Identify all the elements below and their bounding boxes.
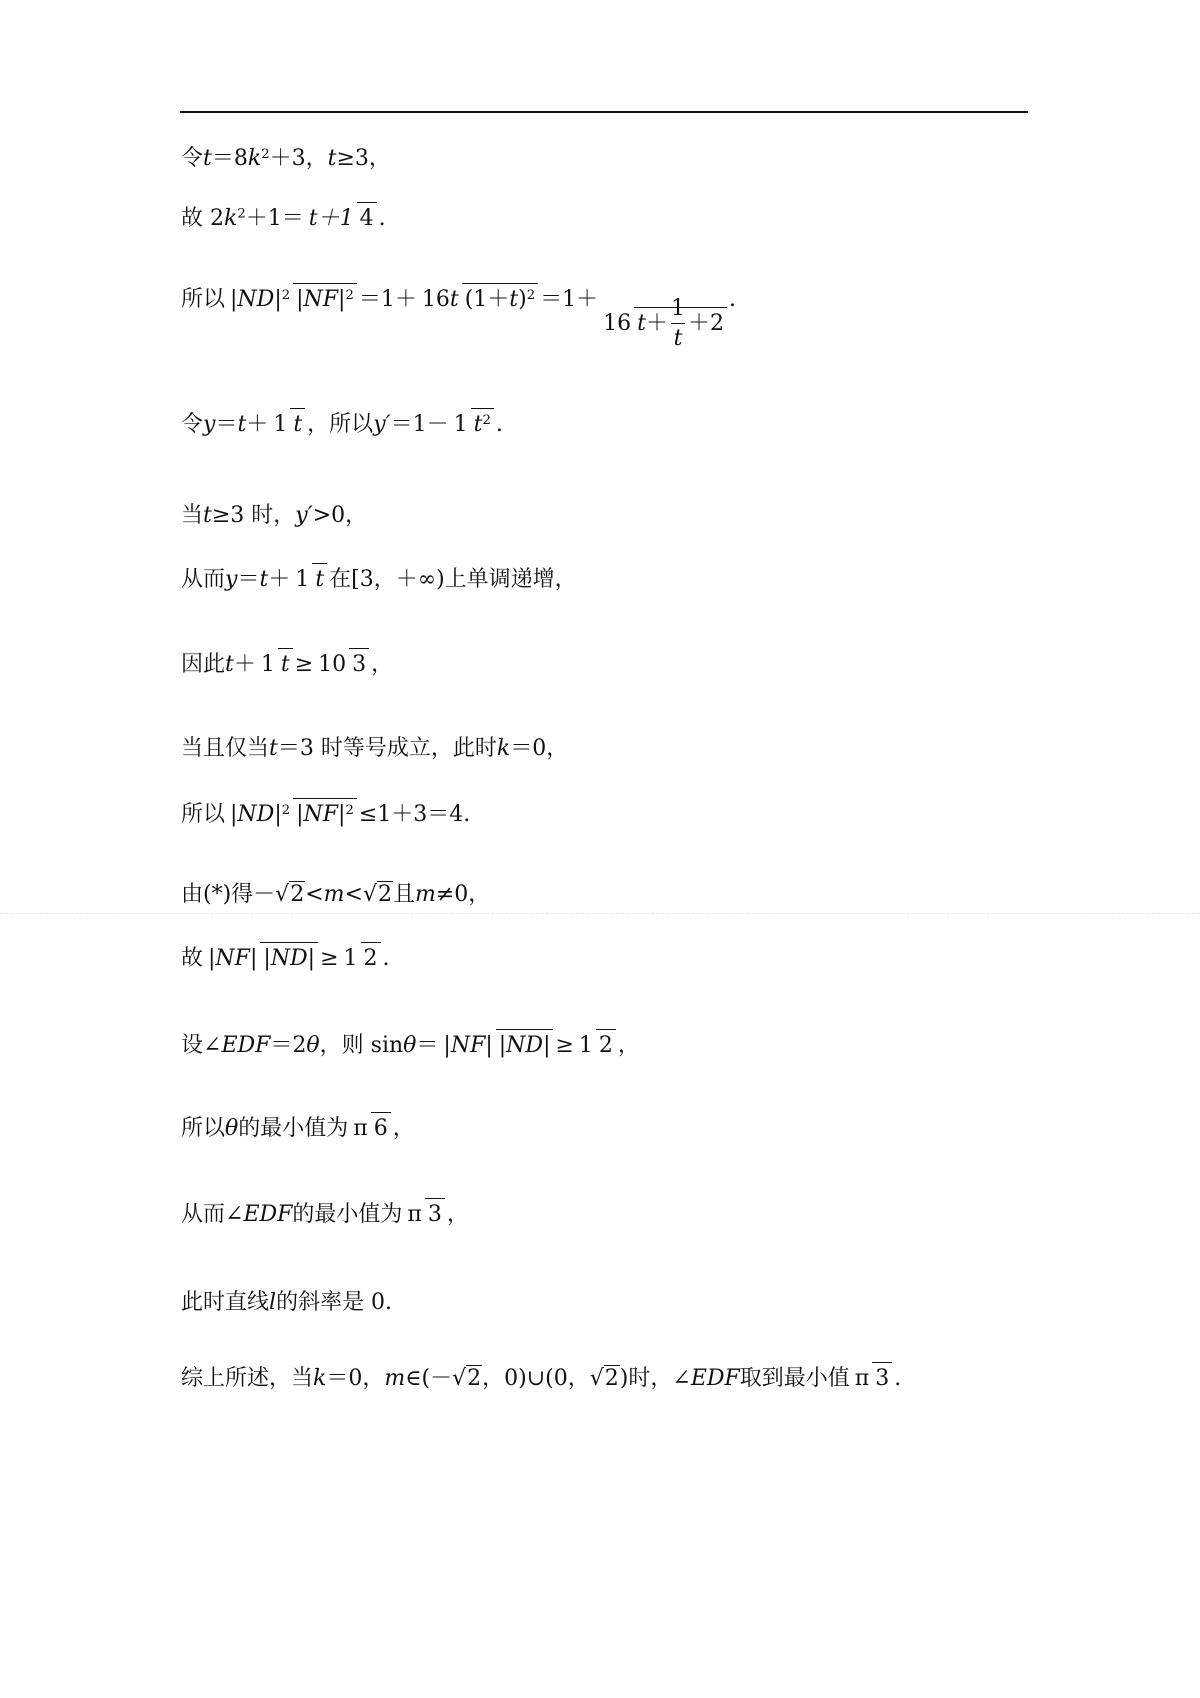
fraction bbox=[576, 1034, 616, 1057]
math-line bbox=[181, 1034, 640, 1057]
fraction bbox=[404, 1203, 444, 1226]
math-text: 在[3，＋∞)上单调递增， bbox=[329, 566, 577, 592]
math-text: 从而 bbox=[181, 566, 226, 592]
math-text: k bbox=[313, 1365, 327, 1391]
math-line bbox=[181, 1367, 901, 1390]
math-text: 1 bbox=[273, 412, 288, 437]
math-text: . bbox=[728, 286, 736, 312]
math-text: 1 bbox=[295, 567, 310, 592]
math-text: t bbox=[509, 287, 519, 312]
math-text: ＝0， bbox=[510, 736, 569, 761]
math-text: 令 bbox=[181, 411, 204, 437]
fraction bbox=[419, 288, 538, 311]
math-text: ＝8 bbox=[211, 146, 248, 171]
math-text: ， bbox=[446, 1201, 469, 1227]
fraction bbox=[270, 413, 305, 436]
math-text: 的斜率是 0. bbox=[276, 1290, 393, 1315]
math-text: 当 bbox=[181, 503, 204, 528]
math-text: ＝ bbox=[237, 566, 260, 592]
math-text: |NF| bbox=[296, 287, 346, 312]
math-text: ，0)∪(0， bbox=[482, 1365, 590, 1391]
math-text: ＋ bbox=[233, 651, 256, 677]
math-text: |ND| bbox=[230, 802, 282, 827]
math-text: 故 2 bbox=[181, 205, 224, 231]
math-text: 且 bbox=[392, 882, 415, 907]
math-text: 2 bbox=[361, 942, 381, 971]
math-text: 16 bbox=[603, 310, 632, 336]
math-text: t bbox=[269, 736, 278, 761]
math-text: 10 bbox=[318, 652, 347, 677]
math-text: 2 bbox=[482, 412, 491, 428]
math-text: ≤1＋3＝4. bbox=[358, 801, 471, 827]
math-text: ＝2 bbox=[270, 1032, 307, 1058]
fraction bbox=[440, 1034, 553, 1057]
sqrt: √2 bbox=[589, 1365, 619, 1391]
math-text: (1＋ bbox=[464, 287, 510, 312]
math-text: ， bbox=[392, 1115, 415, 1141]
fraction bbox=[306, 207, 377, 230]
math-line bbox=[181, 148, 391, 170]
math-text: m bbox=[323, 882, 345, 907]
math-text: 综上所述，当 bbox=[181, 1365, 314, 1391]
math-text: y bbox=[203, 411, 216, 437]
math-text: 2 bbox=[345, 802, 354, 818]
math-text: 3 bbox=[425, 1198, 445, 1227]
fraction bbox=[668, 297, 688, 350]
math-text: 2 bbox=[261, 146, 270, 162]
math-text: ＝ bbox=[215, 411, 238, 437]
math-text: ≥ bbox=[320, 945, 339, 971]
page-break-line bbox=[0, 913, 1200, 914]
math-text: 的最小值为 bbox=[238, 1115, 349, 1141]
math-text: |NF| bbox=[208, 946, 258, 971]
math-text: 故 bbox=[181, 945, 204, 971]
math-text: t bbox=[312, 563, 327, 592]
math-text: ＝1－ bbox=[390, 411, 449, 437]
math-text: y′ bbox=[373, 411, 391, 437]
math-text: 1 bbox=[343, 946, 358, 971]
math-text: . bbox=[495, 411, 503, 437]
math-text: 2 bbox=[604, 1365, 619, 1391]
math-text: ， bbox=[371, 651, 394, 677]
math-text: 所以 bbox=[181, 286, 226, 312]
fraction bbox=[341, 947, 381, 970]
math-text: 令 bbox=[181, 146, 204, 171]
sqrt: √2 bbox=[452, 1365, 482, 1391]
math-text: ＝0， bbox=[326, 1365, 385, 1391]
math-text: π bbox=[407, 1202, 422, 1227]
fraction bbox=[451, 413, 494, 436]
math-text: 1 bbox=[578, 1033, 593, 1058]
math-text: 此时直线 bbox=[181, 1290, 270, 1315]
math-text: 6 bbox=[371, 1112, 391, 1141]
math-text: )时，∠ bbox=[619, 1365, 691, 1391]
math-line bbox=[181, 653, 393, 676]
math-text: k bbox=[224, 205, 238, 231]
fraction bbox=[600, 297, 727, 350]
math-text: ＋2 bbox=[687, 310, 724, 336]
math-text: 16 bbox=[421, 287, 450, 312]
math-text: θ bbox=[225, 1115, 239, 1141]
math-line bbox=[181, 738, 568, 760]
math-text: θ bbox=[306, 1032, 320, 1058]
math-text: m bbox=[415, 882, 436, 907]
math-text: ＝1＋ bbox=[540, 286, 599, 312]
math-text: 2 bbox=[345, 287, 354, 303]
math-text: 3 bbox=[872, 1362, 892, 1391]
math-text: 所以 bbox=[181, 801, 226, 827]
math-text: 2 bbox=[467, 1365, 482, 1391]
math-text: ≥ bbox=[294, 651, 314, 677]
math-text: ≥3 时， bbox=[211, 503, 296, 528]
math-text: l bbox=[269, 1290, 277, 1315]
math-text: EDF bbox=[690, 1365, 740, 1391]
math-text: >0， bbox=[312, 503, 368, 528]
math-line bbox=[181, 1203, 469, 1226]
math-text: k bbox=[496, 736, 511, 761]
fraction bbox=[205, 947, 318, 970]
math-text: 的最小值为 bbox=[292, 1201, 403, 1227]
math-text: ≥ bbox=[555, 1032, 574, 1058]
math-text: 所以 bbox=[181, 1115, 226, 1141]
math-text: ＋ bbox=[645, 310, 668, 336]
math-text: π bbox=[854, 1366, 870, 1391]
math-text: ， bbox=[617, 1032, 640, 1058]
math-text: t bbox=[473, 412, 483, 437]
math-text: t bbox=[259, 566, 269, 592]
math-text: 2 bbox=[526, 287, 536, 303]
math-text: t bbox=[290, 408, 305, 437]
math-text: ) bbox=[518, 287, 527, 312]
math-line bbox=[181, 884, 490, 906]
fraction bbox=[227, 803, 357, 826]
sqrt: √2 bbox=[362, 882, 392, 907]
math-text: 1 bbox=[453, 412, 468, 437]
math-text: ，则 sin bbox=[319, 1032, 404, 1058]
math-text: 由(*)得－ bbox=[181, 882, 276, 907]
math-line bbox=[181, 288, 736, 350]
math-text: t bbox=[671, 323, 686, 350]
math-text: 4 bbox=[357, 202, 377, 231]
math-text: y′ bbox=[295, 503, 313, 528]
fraction bbox=[227, 288, 357, 311]
math-text: 2 bbox=[596, 1029, 616, 1058]
math-text: θ bbox=[403, 1032, 417, 1058]
math-text: t bbox=[225, 651, 234, 677]
math-text: t bbox=[278, 648, 293, 677]
math-line bbox=[181, 413, 503, 436]
math-line bbox=[181, 803, 470, 826]
math-text: |NF| bbox=[443, 1033, 493, 1058]
math-text: ＋1＝ bbox=[245, 205, 304, 231]
math-text: 当且仅当 bbox=[181, 736, 270, 761]
math-text: 取到最小值 bbox=[739, 1365, 850, 1391]
math-text: y bbox=[225, 566, 238, 592]
math-text: 设∠ bbox=[181, 1032, 222, 1058]
math-text: 从而∠ bbox=[181, 1201, 244, 1227]
math-text: 2 bbox=[281, 287, 291, 303]
math-text: ≠0， bbox=[435, 882, 491, 907]
fraction bbox=[315, 653, 369, 676]
math-text: EDF bbox=[221, 1032, 271, 1058]
math-text: 1 bbox=[670, 295, 685, 321]
fraction bbox=[292, 568, 327, 591]
math-text: . bbox=[378, 205, 386, 231]
math-text: ＝3 时等号成立，此时 bbox=[277, 736, 497, 761]
math-text: k bbox=[247, 146, 262, 171]
fraction bbox=[350, 1117, 390, 1140]
math-text: ＝ bbox=[416, 1032, 439, 1058]
math-line bbox=[181, 505, 367, 527]
math-text: m bbox=[384, 1365, 406, 1391]
math-text: 2 bbox=[290, 882, 305, 907]
math-text: |NF| bbox=[296, 802, 346, 827]
math-text: 因此 bbox=[181, 651, 226, 677]
math-line bbox=[181, 1117, 415, 1140]
math-text: |ND| bbox=[230, 287, 282, 312]
math-text: ＋ bbox=[246, 411, 269, 437]
math-text: t bbox=[203, 503, 212, 528]
math-text: 1 bbox=[260, 652, 275, 677]
math-text: |ND| bbox=[496, 1029, 554, 1058]
math-text: t bbox=[203, 146, 212, 171]
math-text: t bbox=[327, 146, 337, 171]
math-text: ≥3， bbox=[336, 146, 391, 171]
math-line bbox=[181, 947, 390, 970]
math-text: ＝1＋ bbox=[358, 286, 417, 312]
header-rule bbox=[180, 111, 1028, 113]
math-line bbox=[181, 1292, 392, 1314]
math-text: 2 bbox=[281, 802, 291, 818]
math-text: 2 bbox=[377, 882, 392, 907]
math-text: EDF bbox=[243, 1201, 293, 1227]
math-text: ，所以 bbox=[307, 411, 374, 437]
math-text: < bbox=[344, 882, 363, 907]
math-text: |ND| bbox=[260, 942, 318, 971]
math-text: ＋ bbox=[268, 566, 291, 592]
fraction bbox=[852, 1367, 892, 1390]
math-text: t bbox=[449, 287, 459, 312]
math-text: ∈(－ bbox=[405, 1365, 453, 1391]
math-text: < bbox=[305, 882, 324, 907]
math-text: . bbox=[894, 1365, 902, 1391]
math-text: 3 bbox=[349, 648, 369, 677]
math-text: t bbox=[237, 411, 247, 437]
math-text: . bbox=[382, 945, 390, 971]
math-line bbox=[181, 568, 577, 591]
fraction bbox=[258, 653, 293, 676]
math-text: 2 bbox=[237, 206, 246, 222]
math-text: t＋1 bbox=[308, 206, 354, 231]
sqrt: √2 bbox=[275, 882, 305, 907]
math-line bbox=[181, 207, 386, 230]
math-text: ＋3， bbox=[269, 146, 328, 171]
math-text: π bbox=[353, 1116, 368, 1141]
math-text: t bbox=[637, 310, 646, 336]
